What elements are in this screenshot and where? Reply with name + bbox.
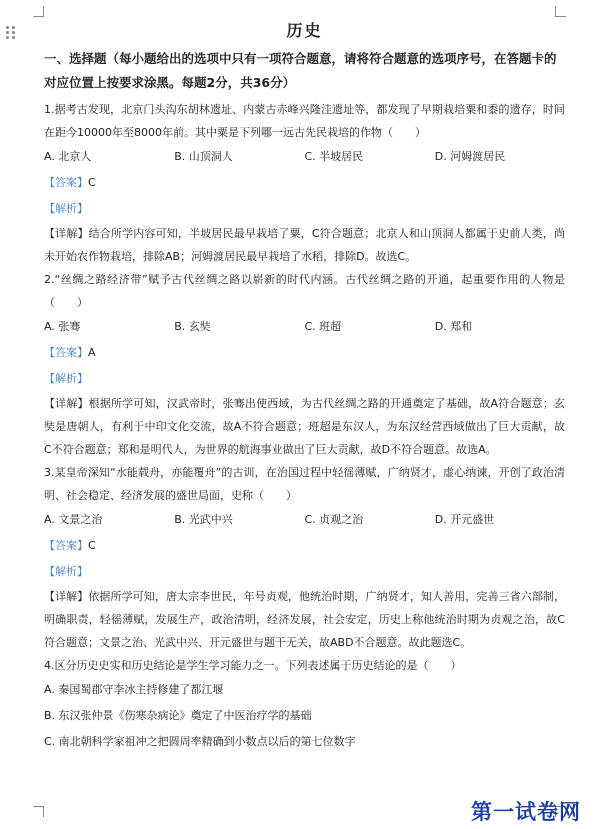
question-4 bbox=[44, 654, 565, 755]
analysis-detail: 【详解】结合所学内容可知，半坡居民最早栽培了粟，C符合题意；北京人和山顶洞人都属于史前人类，尚未开始农作物栽培，排除AB；河姆渡居民最早栽培了水稻，排除D。故选C。 bbox=[44, 227, 565, 263]
option-c: C. 半坡居民 bbox=[304, 150, 364, 163]
answer-label: 【答案】 bbox=[44, 539, 88, 552]
crop-mark-bottom-left bbox=[33, 806, 44, 817]
option-a: A. 文景之治 bbox=[44, 513, 103, 526]
question-1 bbox=[44, 98, 565, 268]
option-d: D. 河姆渡居民 bbox=[434, 150, 506, 163]
option-b: B. 光武中兴 bbox=[174, 513, 233, 526]
answer-label: 【答案】 bbox=[44, 346, 88, 359]
analysis-label: 【解析】 bbox=[44, 565, 88, 578]
option-a: A. 秦国蜀郡守李冰主持修建了都江堰 bbox=[44, 683, 224, 696]
option-c: C. 班超 bbox=[304, 320, 342, 333]
option-c: C. 贞观之治 bbox=[304, 513, 364, 526]
answer-line bbox=[44, 533, 565, 559]
crop-mark-top-right bbox=[555, 6, 566, 17]
drag-handle-icon[interactable] bbox=[6, 26, 16, 42]
question-stem: 3.某皇帝深知“水能载舟，亦能覆舟”的古训，在治国过程中轻徭薄赋，广纳贤才，虚心纳谏，开创了政治清明、社会稳定、经济发展的盛世局面，史称（ ） bbox=[44, 466, 565, 502]
crop-mark-top-left bbox=[33, 6, 44, 17]
answer-line bbox=[44, 170, 565, 196]
options-row bbox=[44, 314, 565, 340]
option-b: B. 玄奘 bbox=[174, 320, 211, 333]
answer-value: C bbox=[88, 176, 96, 189]
options-row bbox=[44, 507, 565, 533]
question-3 bbox=[44, 461, 565, 654]
answer-value: A bbox=[88, 346, 96, 359]
site-watermark-logo: 第一试卷网 bbox=[471, 799, 581, 824]
question-2 bbox=[44, 268, 565, 461]
analysis-label: 【解析】 bbox=[44, 372, 88, 385]
option-a: A. 北京人 bbox=[44, 150, 92, 163]
question-stem: 2.“丝绸之路经济带”赋予古代丝绸之路以崭新的时代内涵。古代丝绸之路的开通，起重要作用的人物是（ ） bbox=[44, 273, 565, 309]
option-a: A. 张骞 bbox=[44, 320, 81, 333]
answer-label: 【答案】 bbox=[44, 176, 88, 189]
option-b: B. 东汉张仲景《伤寒杂病论》奠定了中医治疗学的基础 bbox=[44, 709, 312, 722]
question-stem: 1.据考古发现，北京门头沟东胡林遗址、内蒙古赤峰兴隆洼遗址等，都发现了早期栽培粟和黍的遗存，时间在距今10000年至8000年前。其中粟是下列哪一远古先民栽培的作物（ ） bbox=[44, 103, 565, 139]
analysis-label: 【解析】 bbox=[44, 202, 88, 215]
option-d: D. 郑和 bbox=[434, 320, 473, 333]
document-title: 历史 bbox=[286, 21, 323, 40]
answer-value: C bbox=[88, 539, 96, 552]
analysis-detail: 【详解】依据所学可知，唐太宗李世民，年号贞观，他统治时期，广纳贤才，知人善用，完善三省六部制，明确职责，轻徭薄赋，发展生产，政治清明，经济发展，社会安定，历史上称他统治时期为贞观之治，故C符合题意；文景之治、光武中兴、开元盛世与题干无关，故ABD不合题意。故此题选C。 bbox=[44, 590, 565, 649]
option-d: D. 开元盛世 bbox=[434, 513, 495, 526]
options-row bbox=[44, 144, 565, 170]
answer-line bbox=[44, 340, 565, 366]
option-c: C. 南北朝科学家祖冲之把圆周率精确到小数点以后的第七位数字 bbox=[44, 735, 356, 748]
question-stem: 4.区分历史史实和历史结论是学生学习能力之一。下列表述属于历史结论的是（ ） bbox=[44, 659, 462, 672]
document-page bbox=[44, 18, 565, 755]
analysis-detail: 【详解】根据所学可知，汉武帝时，张骞出使西域，为古代丝绸之路的开通奠定了基础，故A符合题意；玄奘是唐朝人，有利于中印文化交流，故A不符合题意；班超是东汉人，为东汉经营西域做出了巨大贡献，故C不符合题意；郑和是明代人，为世界的航海事业做出了巨大贡献，故D不符合题意。故选A。 bbox=[44, 397, 565, 456]
section-heading: 一、选择题（每小题给出的选项中只有一项符合题意，请将符合题意的选项序号，在答题卡的对应位置上按要求涂黑。每题2分，共36分） bbox=[44, 51, 557, 90]
option-b: B. 山顶洞人 bbox=[174, 150, 233, 163]
